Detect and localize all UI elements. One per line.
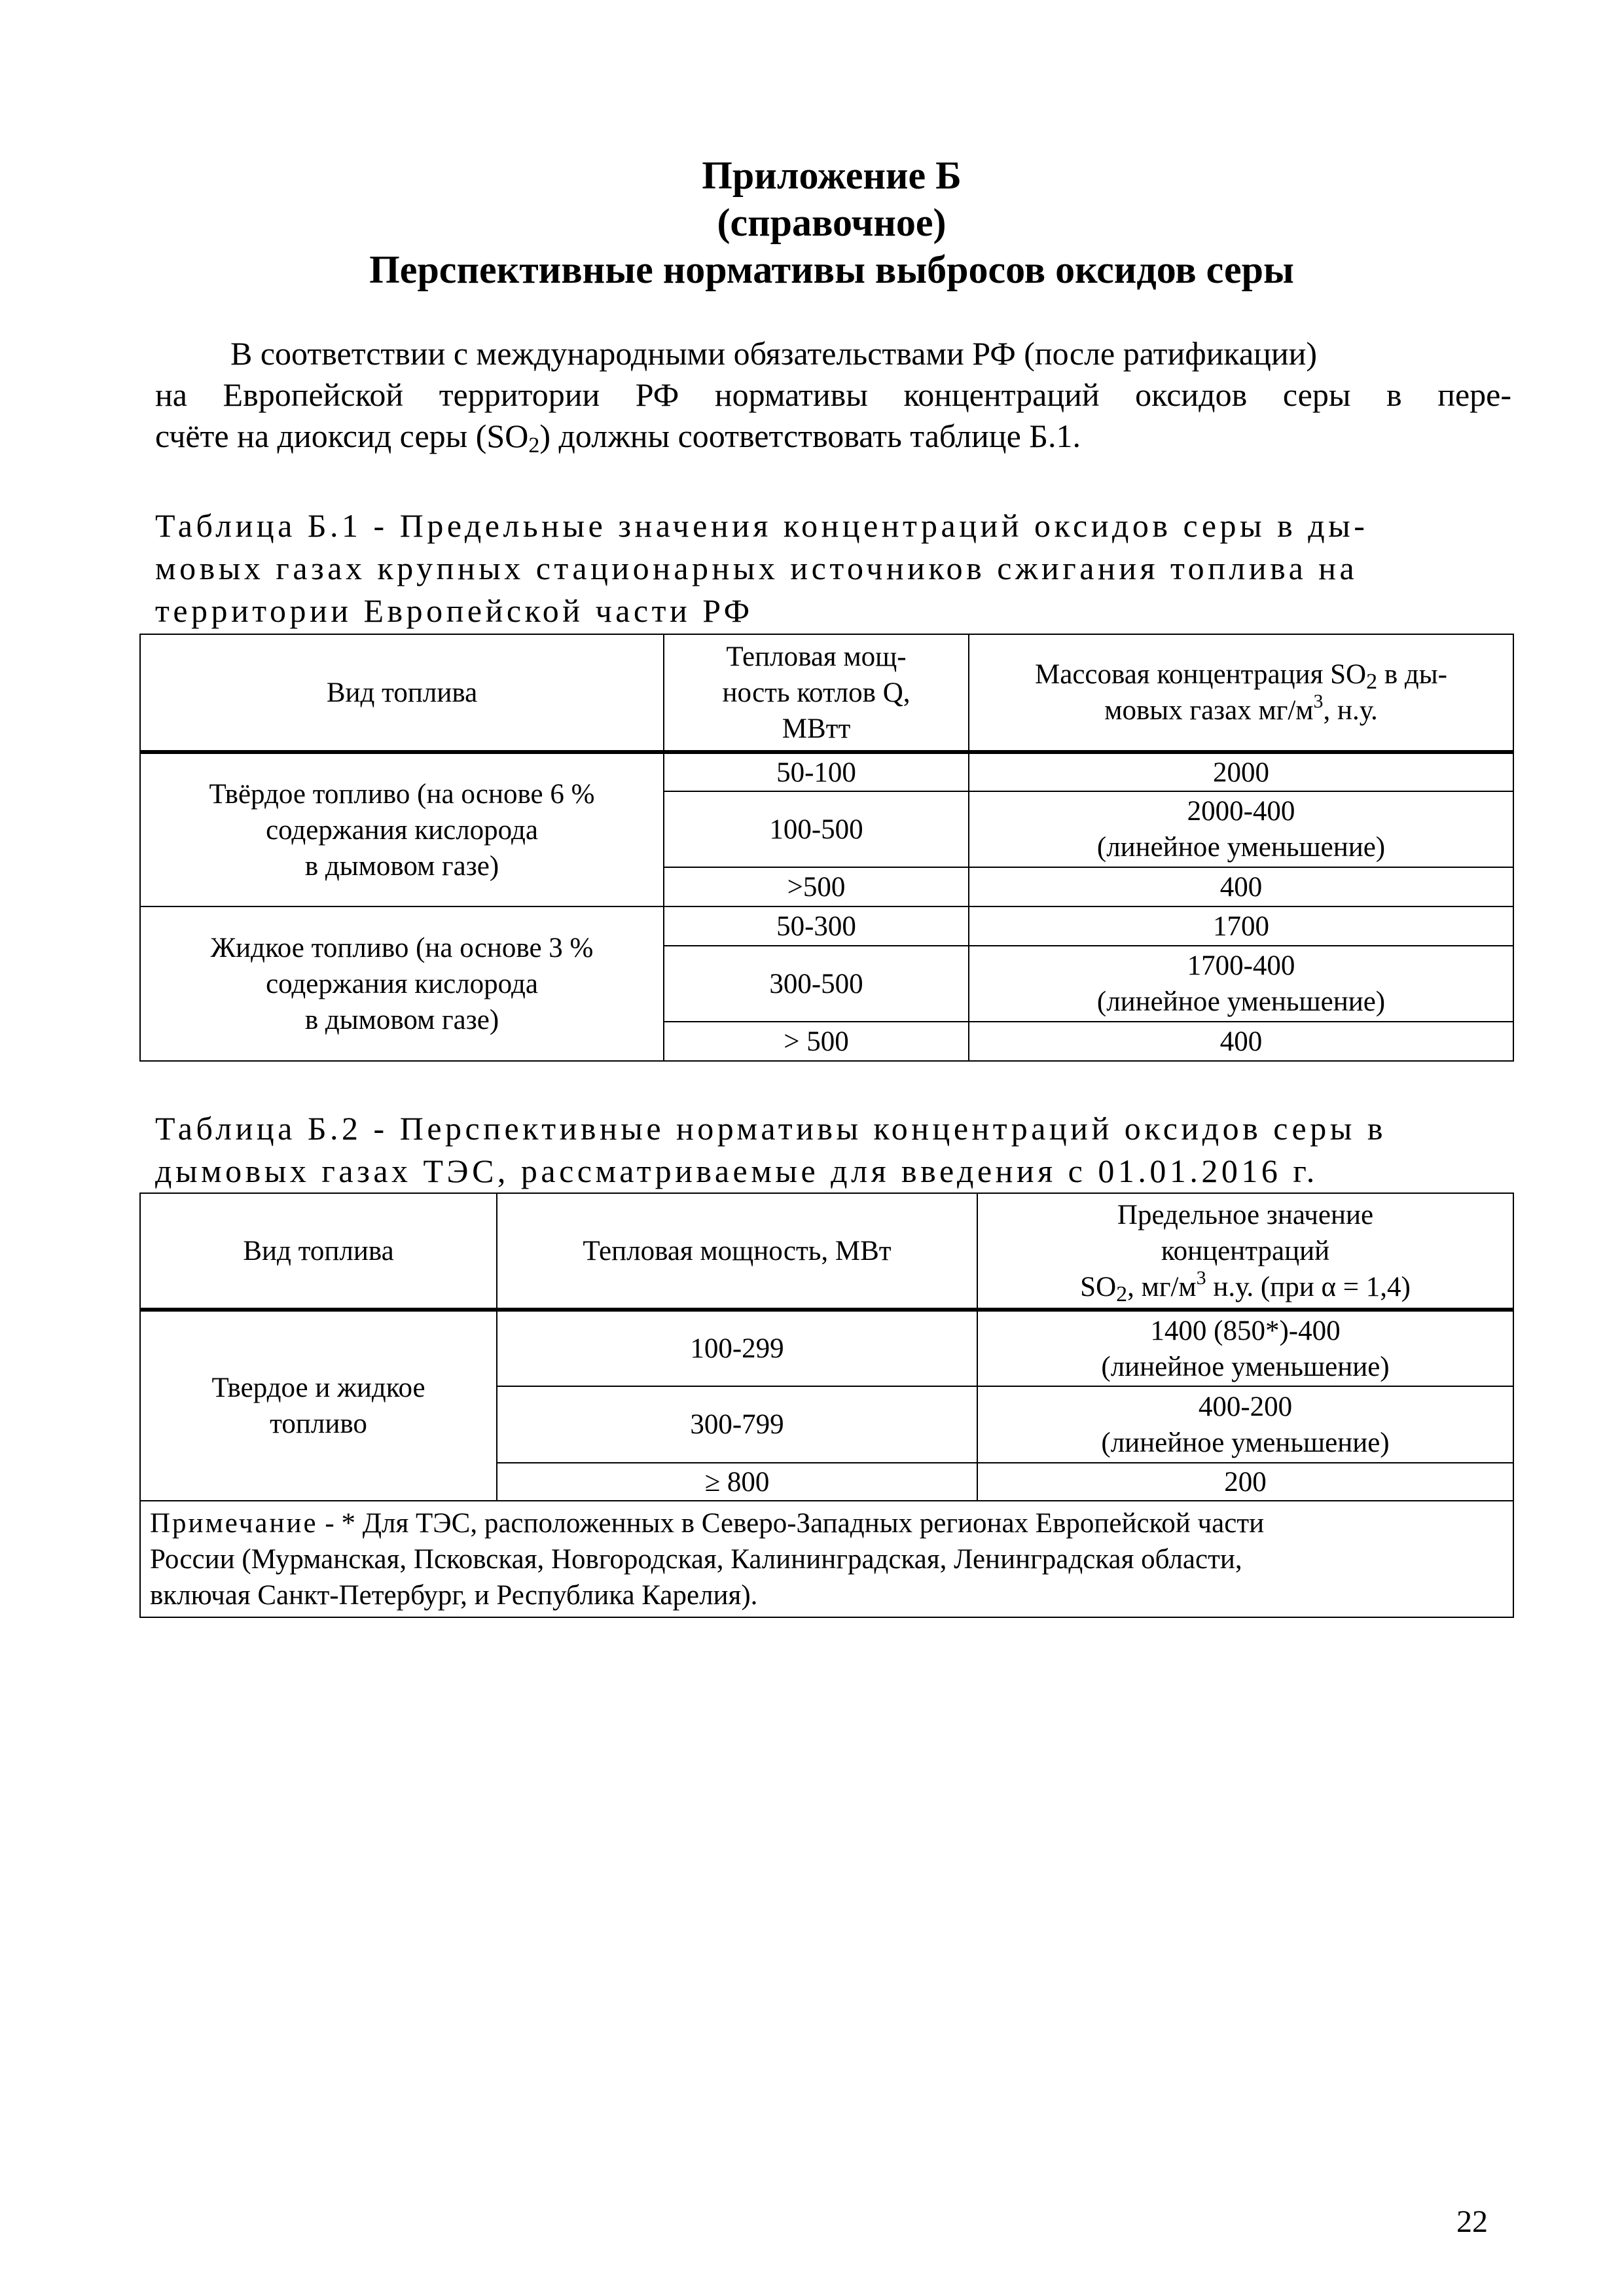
header-limit: Предельное значение концентраций $SO_2$, $мг/м^3$ н.у. (при α = 1,4) [977, 1193, 1513, 1310]
appendix-subject: Перспективные нормативы выбросов оксидов серы [369, 248, 1294, 291]
table-b1 [139, 634, 1514, 1062]
table1-caption-line-3: территории Европейской части РФ [155, 592, 753, 629]
header-power: Тепловая мощ- ность котлов Q, МВтт [664, 634, 969, 752]
page-number: 22 [1456, 2204, 1488, 2239]
table-b2-header [140, 1193, 1513, 1310]
fuel-cell: Твердое и жидкое топливо [140, 1310, 497, 1501]
header-concentration: Массовая концентрация $SO_2$ в ды- мовых газах $мг/м^3$, н.у. [969, 634, 1513, 752]
header-fuel: Вид топлива [140, 1193, 497, 1310]
fuel-liquid-cell: Жидкое топливо (на основе 3 % содержания кислорода в дымовом газе) [140, 906, 664, 1061]
appendix-title: Приложение Б [702, 154, 962, 197]
fuel-solid-cell: Твёрдое топливо (на основе 6 % содержания кислорода в дымовом газе) [140, 752, 664, 906]
table2-caption-line-2: дымовых газах ТЭС, рассматриваемые для введения с 01.01.2016 г. [155, 1153, 1318, 1189]
table-note-row [140, 1501, 1513, 1617]
limit-cell: 1400 (850*)-400 (линейное уменьшение) [977, 1310, 1513, 1386]
power-cell: 50-100 [664, 752, 969, 791]
header-power: Тепловая мощность, МВт [497, 1193, 977, 1310]
limit-cell: 200 [977, 1463, 1513, 1501]
power-cell: ≥ 800 [497, 1463, 977, 1501]
power-cell: > 500 [664, 1022, 969, 1061]
concentration-cell: 2000-400 (линейное уменьшение) [969, 791, 1513, 867]
table1-caption-line-2: мовых газах крупных стационарных источников сжигания топлива на [155, 550, 1358, 586]
table1-caption-line-1: Таблица Б.1 - Предельные значения концентраций оксидов серы в ды- [155, 507, 1369, 544]
concentration-cell: 2000 [969, 752, 1513, 791]
table-row [140, 752, 1513, 791]
limit-cell: 400-200 (линейное уменьшение) [977, 1386, 1513, 1463]
power-cell: 50-300 [664, 906, 969, 946]
table2-caption-line-1: Таблица Б.2 - Перспективные нормативы концентраций оксидов серы в [155, 1110, 1386, 1147]
table-b2 [139, 1193, 1514, 1618]
concentration-cell: 1700-400 (линейное уменьшение) [969, 946, 1513, 1022]
concentration-cell: 1700 [969, 906, 1513, 946]
header-fuel: Вид топлива [140, 634, 664, 752]
note-label: Примечание [150, 1507, 318, 1539]
appendix-type: (справочное) [717, 201, 947, 244]
table-note: Примечание - * Для ТЭС, расположенных в Северо-Западных регионах Европейской части России (Мурманская, Псковская, Новгородская, Калининградская, Ленинградская области, включая Санкт-Петербург, и Республика Карелия). [140, 1501, 1513, 1617]
table-row [140, 1310, 1513, 1386]
table-row [140, 906, 1513, 946]
power-cell: 100-500 [664, 791, 969, 867]
power-cell: 300-500 [664, 946, 969, 1022]
power-cell: 100-299 [497, 1310, 977, 1386]
intro-line-1: В соответствии с международными обязательствами РФ (после ратификации) [230, 335, 1318, 372]
intro-line-2: на Европейской территории РФ нормативы концентраций оксидов серы в пере- [155, 376, 1511, 413]
power-cell: >500 [664, 867, 969, 906]
power-cell: 300-799 [497, 1386, 977, 1463]
concentration-cell: 400 [969, 1022, 1513, 1061]
table-b1-header [140, 634, 1513, 752]
concentration-cell: 400 [969, 867, 1513, 906]
intro-line-3: счёте на диоксид серы $(SO_2)$ должны соответствовать таблице Б.1. [155, 418, 1081, 457]
